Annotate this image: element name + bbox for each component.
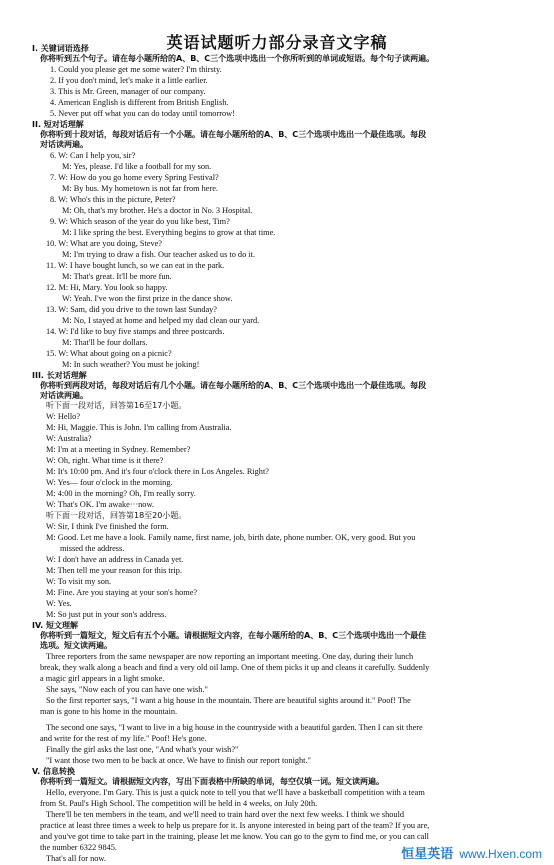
- text-line: 你将听到十段对话，每段对话后有一个小题。请在每小题所给的A、B、C三个选项中选出一个最佳选项。每段: [40, 130, 427, 139]
- text-line: W: Oh, right. What time is it there?: [46, 456, 164, 465]
- text-line: I. 关键词语选择: [32, 44, 89, 53]
- text-line: II. 短对话理解: [32, 120, 84, 129]
- text-line: 1. Could you please get me some water? I'm thirsty.: [50, 65, 222, 74]
- text-line: a magic girl appears in a light smoke.: [40, 674, 165, 683]
- text-line: The second one says, "I want to live in a big house in the countryside with a beautiful garden. Then I can sit there: [46, 723, 423, 732]
- text-line: missed the address.: [60, 544, 125, 553]
- text-line: M: Then tell me your reason for this trip.: [46, 566, 183, 575]
- text-line: 7. W: How do you go home every Spring Festival?: [50, 173, 219, 182]
- text-line: W: Yeah. I've won the first prize in the dance show.: [62, 294, 233, 303]
- text-line: 10. W: What are you doing, Steve?: [46, 239, 162, 248]
- text-line: 3. This is Mr. Green, manager of our company.: [50, 87, 206, 96]
- text-line: 8. W: Who's this in the picture, Peter?: [50, 195, 176, 204]
- text-line: 13. W: Sam, did you drive to the town last Sunday?: [46, 305, 217, 314]
- text-line: M: In such weather? You must be joking!: [62, 360, 200, 369]
- text-line: 你将听到两段对话，每段对话后有几个小题。请在每小题所给的A、B、C三个选项中选出一个最佳选项。每段: [40, 381, 427, 390]
- text-line: W: That's OK. I'm awake···now.: [46, 500, 154, 509]
- text-line: break, they walk along a beach and find a very old oil lamp. One of them picks it up and cleans it carefully. Suddenly: [40, 663, 430, 672]
- text-line: M: Yes, please. I'd like a football for my son.: [62, 162, 212, 171]
- text-line: M: 4:00 in the morning? Oh, I'm really sorry.: [46, 489, 196, 498]
- text-line: She says, "Now each of you can have one wish.": [46, 685, 208, 694]
- text-line: 听下面一段对话，回答第18至20小题。: [46, 511, 187, 520]
- watermark: [401, 843, 542, 862]
- text-line: M: By bus. My hometown is not far from here.: [62, 184, 219, 193]
- text-line: M: Good. Let me have a look. Family name, first name, job, birth date, phone number. OK, very good. But you: [46, 533, 416, 542]
- text-line: W: Sir, I think I've finished the form.: [46, 522, 169, 531]
- text-line: man is gone to his home in the mountain.: [40, 707, 178, 716]
- page-title: 英语试题听力部分录音文字稿: [166, 33, 388, 52]
- text-line: 听下面一段对话，回答第16至17小题。: [46, 401, 187, 410]
- text-line: from St. Paul's High School. The competition will be held in 4 weeks, on July 20th.: [40, 799, 318, 808]
- text-line: 12. M: Hi, Mary. You look so happy.: [46, 283, 168, 292]
- text-line: M: That's great. It'll be more fun.: [62, 272, 172, 281]
- text-line: W: Yes— four o'clock in the morning.: [46, 478, 173, 487]
- text-line: 选项。短文读两遍。: [40, 641, 112, 650]
- text-line: and write for the rest of my life." Poof! He's gone.: [40, 734, 207, 743]
- text-line: W: I don't have an address in Canada yet.: [46, 555, 184, 564]
- watermark-url: www.Hxen.com: [459, 847, 542, 861]
- text-line: M: Hi, Maggie. This is John. I'm calling from Australia.: [46, 423, 232, 432]
- text-line: M: Oh, that's my brother. He's a doctor in No. 3 Hospital.: [62, 206, 253, 215]
- text-line: Three reporters from the same newspaper are now reporting an important meeting. One day, during their lunch: [46, 652, 414, 661]
- text-line: 15. W: What about going on a picnic?: [46, 349, 172, 358]
- text-line: That's all for now.: [46, 854, 106, 863]
- text-line: IV. 短文理解: [32, 621, 78, 630]
- text-line: 9. W: Which season of the year do you like best, Tim?: [50, 217, 230, 226]
- text-line: 对话读两遍。: [40, 140, 88, 149]
- text-line: So the first reporter says, "I want a big house in the mountain. There are beautiful sights around it." Poof! The: [46, 696, 411, 705]
- text-line: the number 6322 9845.: [40, 843, 117, 852]
- text-line: M: I like spring the best. Everything begins to grow at that time.: [62, 228, 276, 237]
- text-line: 6. W: Can I help you, sir?: [50, 151, 136, 160]
- text-line: Finally the girl asks the last one, "And what's your wish?": [46, 745, 239, 754]
- text-line: W: Hello?: [46, 412, 81, 421]
- text-line: There'll be ten members in the team, and we'll need to train hard over the next few weeks. I think we should: [46, 810, 405, 819]
- text-line: 对话读两遍。: [40, 391, 88, 400]
- text-line: "I want those two men to be back at once. We have to finish our report tonight.": [46, 756, 311, 765]
- text-line: V. 信息转换: [32, 767, 75, 776]
- text-line: W: Yes.: [46, 599, 72, 608]
- text-line: M: That'll be four dollars.: [62, 338, 148, 347]
- text-line: M: Fine. Are you staying at your son's home?: [46, 588, 198, 597]
- text-line: Hello, everyone. I'm Gary. This is just a quick note to tell you that we'll have a basketball competition with a team: [46, 788, 425, 797]
- text-line: practice at least three times a week to help us prepare for it. Is anyone interested in being part of the team? If you are,: [40, 821, 430, 830]
- text-line: M: It's 10:00 pm. And it's four o'clock there in Los Angeles. Right?: [46, 467, 269, 476]
- text-line: 你将听到一篇短文，短文后有五个小题。请根据短文内容，在每小题所给的A、B、C三个选项中选出一个最佳: [40, 631, 427, 640]
- text-line: 2. If you don't mind, let's make it a little earlier.: [50, 76, 208, 85]
- text-line: 11. W: I have bought lunch, so we can eat in the park.: [46, 261, 225, 270]
- text-line: 你将听到五个句子。请在每小题所给的A、B、C三个选项中选出一个你所听到的单词或短语。每个句子读两遍。: [40, 54, 435, 63]
- text-line: W: To visit my son.: [46, 577, 112, 586]
- text-line: 你将听到一篇短文。请根据短文内容，写出下面表格中所缺的单词，每空仅填一词。短文读两遍。: [40, 777, 384, 786]
- text-line: and you've got time to take part in the training, please let me know. You can go to the gym to find me, or you can call: [40, 832, 429, 841]
- text-line: 14. W: I'd like to buy five stamps and three postcards.: [46, 327, 225, 336]
- text-line: W: Australia?: [46, 434, 92, 443]
- text-line: 4. American English is different from British English.: [50, 98, 229, 107]
- text-line: M: So just put in your son's address.: [46, 610, 167, 619]
- watermark-name: 恒星英语: [401, 847, 454, 862]
- text-line: M: I'm at a meeting in Sydney. Remember?: [46, 445, 191, 454]
- text-line: 5. Never put off what you can do today until tomorrow!: [50, 109, 235, 118]
- text-line: M: I'm trying to draw a fish. Our teacher asked us to do it.: [62, 250, 255, 259]
- text-line: M: No, I stayed at home and helped my dad clean our yard.: [62, 316, 260, 325]
- text-line: III. 长对话理解: [32, 371, 87, 380]
